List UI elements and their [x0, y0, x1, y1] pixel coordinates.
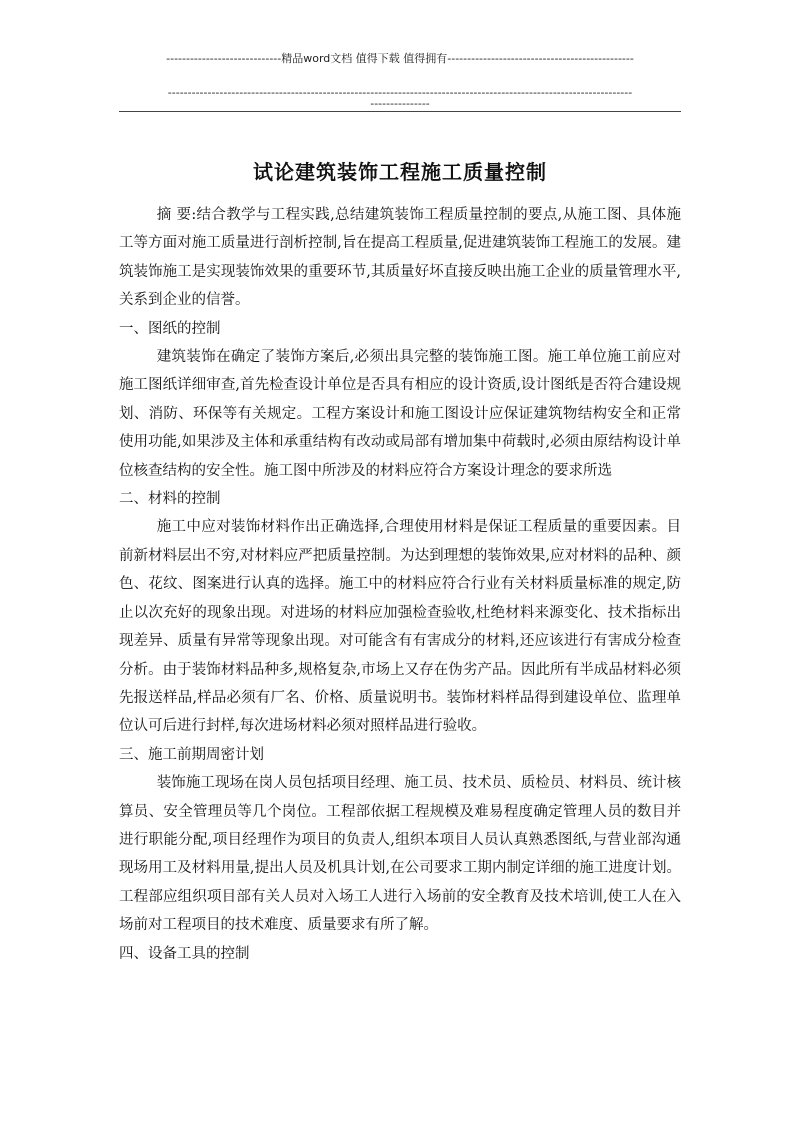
page-header-dashes: --------------------------------------------------------------------------------------------------------------------- [167, 86, 633, 99]
abstract-paragraph [119, 201, 681, 315]
document-title: 试论建筑装饰工程施工质量控制 [253, 160, 547, 184]
section-paragraph: 建筑装饰在确定了装饰方案后,必须出具完整的装饰施工图。施工单位施工前应对施工图纸详细审查,首先检查设计单位是否具有相应的设计资质,设计图纸是否符合建设规划、消防、环保等有关规定。工程方案设计和施工图设计应保证建筑物结构安全和正常使用功能,如果涉及主体和承重结构有改动或局部有增加集中荷载时,必须由原结构设计单位核查结构的安全性。施工图中所涉及的材料应符合方案设计理念的要求所选 [119, 349, 681, 479]
section-heading: 一、图纸的控制 [119, 320, 221, 337]
abstract-text: 结合教学与工程实践,总结建筑装饰工程质量控制的要点,从施工图、具体施工等方面对施工质量进行剖析控制,旨在提高工程质量,促进建筑装饰工程施工的发展。建筑装饰施工是实现装饰效果的重要环节,其质量好坏直接反映出施工企业的质量管理水平,关系到企业的信誉。 [119, 207, 681, 309]
section-paragraph: 装饰施工现场在岗人员包括项目经理、施工员、技术员、质检员、材料员、统计核算员、安全管理员等几个岗位。工程部依据工程规模及难易程度确定管理人员的数目并进行职能分配,项目经理作为项目的负责人,组织本项目人员认真熟悉图纸,与营业部沟通现场用工及材料用量,提出人员及机具计划,在公司要求工期内制定详细的施工进度计划。工程部应组织项目部有关人员对入场工人进行入场前的安全教育及技术培训,使工人在入场前对工程项目的技术难度、质量要求有所了解。 [119, 775, 681, 934]
document-body [119, 201, 681, 968]
header-rule [119, 111, 681, 112]
abstract-label: 摘 要: [156, 207, 197, 223]
section-heading: 三、施工前期周密计划 [119, 746, 264, 763]
section-paragraph: 施工中应对装饰材料作出正确选择,合理使用材料是保证工程质量的重要因素。目前新材料层出不穷,对材料应严把质量控制。为达到理想的装饰效果,应对材料的品种、颜色、花纹、图案进行认真的选择。施工中的材料应符合行业有关材料质量标准的规定,防止以次充好的现象出现。对进场的材料应加强检查验收,杜绝材料来源变化、技术指标出现差异、质量有异常等现象出现。对可能含有有害成分的材料,还应该进行有害成分检查分析。由于装饰材料品种多,规格复杂,市场上又存在伪劣产品。因此所有半成品材料必须先报送样品,样品必须有厂名、价格、质量说明书。装饰材料样品得到建设单位、监理单位认可后进行封样,每次进场材料必须对照样品进行验收。 [119, 519, 681, 735]
section-heading: 四、设备工具的控制 [119, 945, 250, 962]
page-header-banner: -----------------------------精品word文档 值得下载 值得拥有----------------------------------------------- [166, 52, 634, 65]
page-header-dashes-tail: --------------- [370, 97, 430, 110]
section-heading: 二、材料的控制 [119, 491, 221, 508]
